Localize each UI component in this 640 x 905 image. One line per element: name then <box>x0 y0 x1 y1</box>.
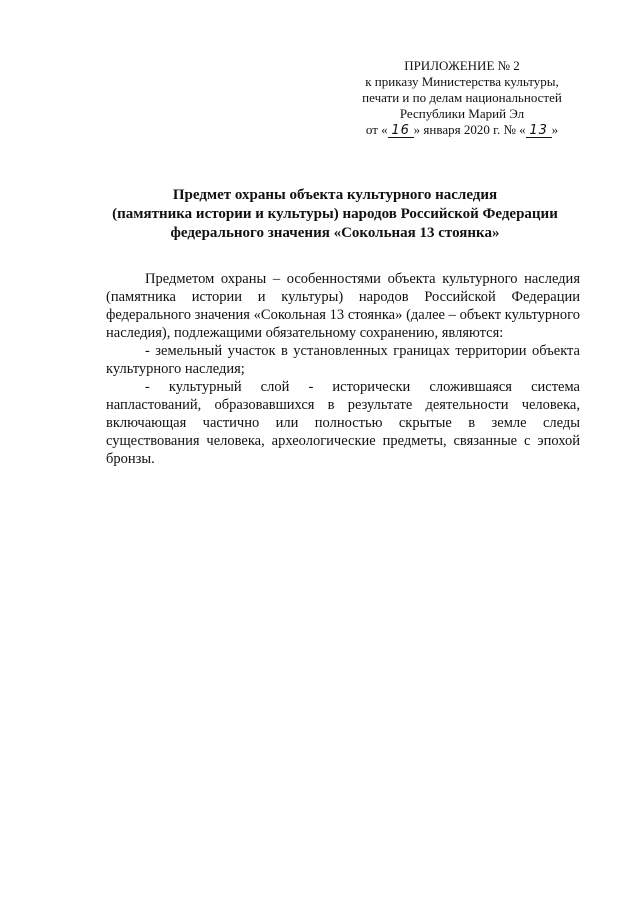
appendix-number: ПРИЛОЖЕНИЕ № 2 <box>404 58 520 73</box>
title-line-1: Предмет охраны объекта культурного наследия <box>172 187 498 203</box>
title-line-2: (памятника истории и культуры) народов Российской Федерации <box>112 206 558 222</box>
handwritten-day: 16 <box>388 124 414 138</box>
appendix-order-ref: к приказу Министерства культуры, <box>365 74 559 89</box>
appendix-header <box>342 58 582 138</box>
date-suffix: » <box>551 122 559 137</box>
paragraph-intro: Предметом охраны – особенностями объекта культурного наследия (памятника истории и культуры) народов Российской Федерации федерального значения «Сокольная 13 стоянка» (далее – объект культурного наследия), подлежащими обязательному сохранению, являются: <box>106 271 580 341</box>
appendix-ministry: печати и по делам национальностей <box>362 90 562 105</box>
appendix-date-line <box>342 122 582 138</box>
paragraph-cultural-layer: - культурный слой - исторически сложившаяся система напластований, образовавшихся в результате деятельности человека, включающая частично или полностью скрытые в земле следы существования человека, археологические предметы, связанные с эпохой бронзы. <box>106 379 580 467</box>
appendix-republic: Республики Марий Эл <box>399 106 525 121</box>
paragraph-land-plot: - земельный участок в установленных границах территории объекта культурного наследия; <box>106 343 580 377</box>
title-line-3: федерального значения «Сокольная 13 стоянка» <box>170 225 500 241</box>
date-prefix: от « <box>365 122 388 137</box>
document-title <box>90 186 580 243</box>
handwritten-number: 13 <box>526 124 552 138</box>
document-body <box>106 270 580 468</box>
date-middle: » января 2020 г. № « <box>413 122 526 137</box>
